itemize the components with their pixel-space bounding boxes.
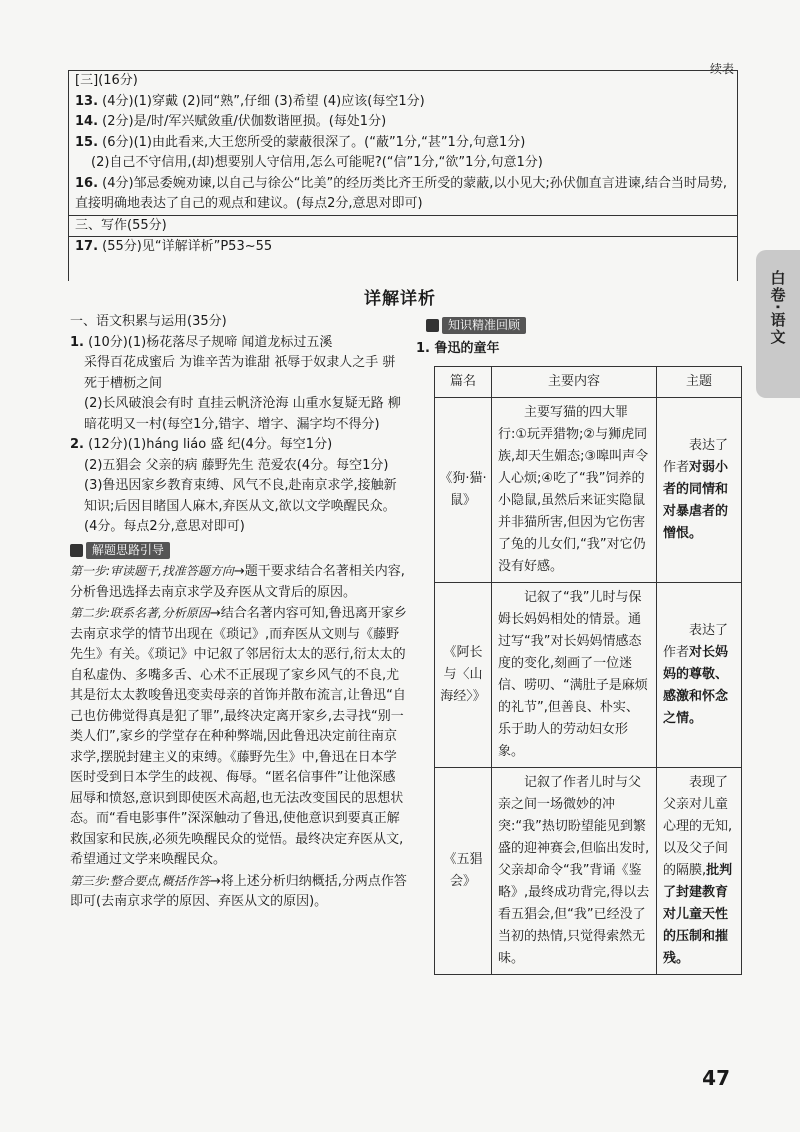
answer-text: (4分)邹忌委婉劝谏,以自己与徐公“比美”的经历类比齐王所受的蒙蔽,以小见大;孙伏伽直言进谏,结合当时局势,直接明确地表达了自己的观点和建议。(每点2分,意思对即可) [75, 175, 727, 211]
answer-text: (6分)(1)由此看来,大王您所受的蒙蔽很深了。(“蔽”1分,“甚”1分,句意1分) [102, 134, 526, 150]
question-number: 2. [70, 437, 84, 452]
answer-text: [三](16分) [75, 73, 138, 88]
cell-content: 记叙了“我”儿时与保姆长妈妈相处的情景。通过写“我”对长妈妈情感态度的变化,刻画了一位迷信、唠叨、“满肚子是麻烦的礼节”,但善良、朴实、乐于助人的劳动妇女形象。 [492, 583, 657, 768]
table-row [435, 583, 742, 768]
knowledge-table [434, 366, 742, 975]
cell-theme [657, 583, 742, 768]
step-text: →题干要求结合名著相关内容,分析鲁迅选择去南京求学及弃医从文背后的原因。 [70, 564, 405, 600]
answer-text: (2)自己不守信用,(却)想要别人守信用,怎么可能呢?(“信”1分,“欲”1分,句意1分) [91, 155, 543, 170]
step-2 [70, 603, 408, 871]
theme-text: 表达了作者 [663, 623, 729, 660]
guide-tag: 解题思路引导 [86, 542, 170, 559]
question-2 [70, 435, 408, 456]
question-number: 17. [75, 239, 99, 254]
side-tab-label: 白卷·语文 [768, 270, 787, 346]
theme-text: 表达了作者 [663, 438, 729, 475]
answer-row [69, 215, 737, 237]
answer-text: (2分)是/时/军兴赋敛重/伏伽数谐匣损。(每处1分) [102, 114, 387, 129]
cell-content: 记叙了作者儿时与父亲之间一场微妙的冲突:“我”热切盼望能见到繁盛的迎神赛会,但临出发时,父亲却命令“我”背诵《鉴略》,最终成功背完,得以去看五猖会,但“我”已经没了当初的热情,只觉得索然无味。 [492, 768, 657, 975]
section-title: 详解详析 [364, 289, 436, 309]
step-label: 第一步:审读题干,找准答题方向 [70, 564, 234, 578]
page-number: 47 [702, 1066, 730, 1090]
table-header-row [435, 367, 742, 398]
step-label: 第二步:联系名著,分析原因 [70, 606, 210, 620]
knowledge-icon [426, 319, 439, 332]
part-heading: 一、语文积累与运用(35分) [70, 314, 227, 329]
answer-text: (3)鲁迅因家乡教育束缚、风气不良,赴南京求学,接触新知识;后因目睹国人麻木,弃医从文,欲以文学唤醒民众。(4分。每点2分,意思对即可) [84, 478, 397, 534]
theme-bold-text: 对弱小者的同情和对暴虐者的憎恨。 [663, 460, 729, 541]
guide-icon [70, 544, 83, 557]
answer-text: 采得百花成蜜后 为谁辛苦为谁甜 祇辱于奴隶人之手 骈死于槽枥之间 [84, 355, 396, 391]
answer-row [69, 112, 737, 133]
answer-table [68, 70, 738, 281]
left-column [70, 312, 408, 913]
knowledge-tag-row [426, 313, 526, 336]
answer-text: (2)五猖会 父亲的病 藤野先生 范爱农(4分。每空1分) [84, 457, 389, 473]
answer-row [69, 71, 737, 92]
theme-text: 表现了父亲对儿童心理的无知,以及父子间的隔膜, [663, 775, 733, 878]
header-content: 主要内容 [492, 367, 657, 398]
question-number: 13. [75, 93, 99, 109]
answer-text: (10分)(1)杨花落尽子规啼 闻道龙标过五溪 [88, 334, 333, 350]
answer-text: 三、写作(55分) [75, 217, 167, 233]
cell-name: 《狗·猫·鼠》 [435, 398, 492, 583]
knowledge-tag: 知识精准回顾 [442, 317, 526, 334]
answer-row [69, 133, 737, 154]
guide-tag-row [70, 538, 408, 562]
answer-text: (2)长风破浪会有时 直挂云帆济沧海 山重水复疑无路 柳暗花明又一村(每空1分,错字、增字、漏字均不得分) [84, 396, 401, 432]
step-3 [70, 871, 408, 913]
cell-theme [657, 398, 742, 583]
answer-row [69, 153, 737, 174]
question-number: 1. [70, 334, 84, 350]
question-number: 14. [75, 114, 99, 129]
question-number: 16. [75, 175, 99, 191]
answer-text: (4分)(1)穿戴 (2)同“熟”,仔细 (3)希望 (4)应该(每空1分) [102, 93, 425, 109]
step-text: →将上述分析归纳概括,分两点作答即可(去南京求学的原因、弃医从文的原因)。 [70, 873, 407, 909]
answer-row [69, 92, 737, 113]
theme-bold-text: 对长妈妈的尊敬、感激和怀念之情。 [663, 645, 729, 726]
table-row [435, 768, 742, 975]
cell-theme [657, 768, 742, 975]
step-text: →结合名著内容可知,鲁迅离开家乡去南京求学的情节出现在《琐记》,而弃医从文则与《藤野先生》有关。《琐记》中记叙了邻居衍太太的恶行,衍太太的自私虚伪、多嘴多舌、心术不正展现了家乡风气的不良,尤其是衍太太教唆鲁迅变卖母亲的首饰并散布流言,让鲁迅“自己也仿佛觉得真是犯了罪”,最终决定离开家乡,去寻找“别一类人们”,家乡的学堂存在种种弊端,因此鲁迅决定前往南京求学,摆脱封建主义的束缚。《藤野先生》中,鲁迅在日本学医时受到日本学生的歧视、侮辱。“匿名信事件”让他深感屈辱和愤怒,意识到即使医术高超,也无法改变国民的思想状态。而“看电影事件”深深触动了鲁迅,使他意识到要真正解救国家和民族,必须先唤醒民众的觉悟。最终决定弃医从文,希望通过文学来唤醒民众。 [70, 606, 407, 867]
step-1 [70, 561, 408, 603]
answer-row [69, 174, 737, 215]
cell-content: 主要写猫的四大罪行:①玩弄猎物;②与狮虎同族,却天生媚态;③嗥叫声令人心烦;④吃了“我”饲养的小隐鼠,虽然后来证实隐鼠并非猫所害,但因为它伤害了兔的儿女们,“我”对它仍没有好感。 [492, 398, 657, 583]
step-label: 第三步:整合要点,概括作答 [70, 873, 210, 888]
side-tab [756, 250, 800, 398]
table-row [435, 398, 742, 583]
header-name: 篇名 [435, 367, 492, 398]
knowledge-subtitle: 1. 鲁迅的童年 [416, 341, 500, 356]
answer-text: (12分)(1)hánɡ liáo 盛 纪(4分。每空1分) [88, 437, 333, 452]
cell-name: 《阿长与〈山海经〉》 [435, 583, 492, 768]
theme-bold-text: 批判了封建教育对儿童天性的压制和摧残。 [663, 863, 733, 966]
answer-text: (55分)见“详解详析”P53~55 [102, 239, 273, 254]
question-number: 15. [75, 134, 99, 150]
question-1 [70, 333, 408, 354]
answer-row [69, 236, 737, 258]
cell-name: 《五猖会》 [435, 768, 492, 975]
continued-label: 续表 [709, 62, 734, 76]
header-theme: 主题 [657, 367, 742, 398]
